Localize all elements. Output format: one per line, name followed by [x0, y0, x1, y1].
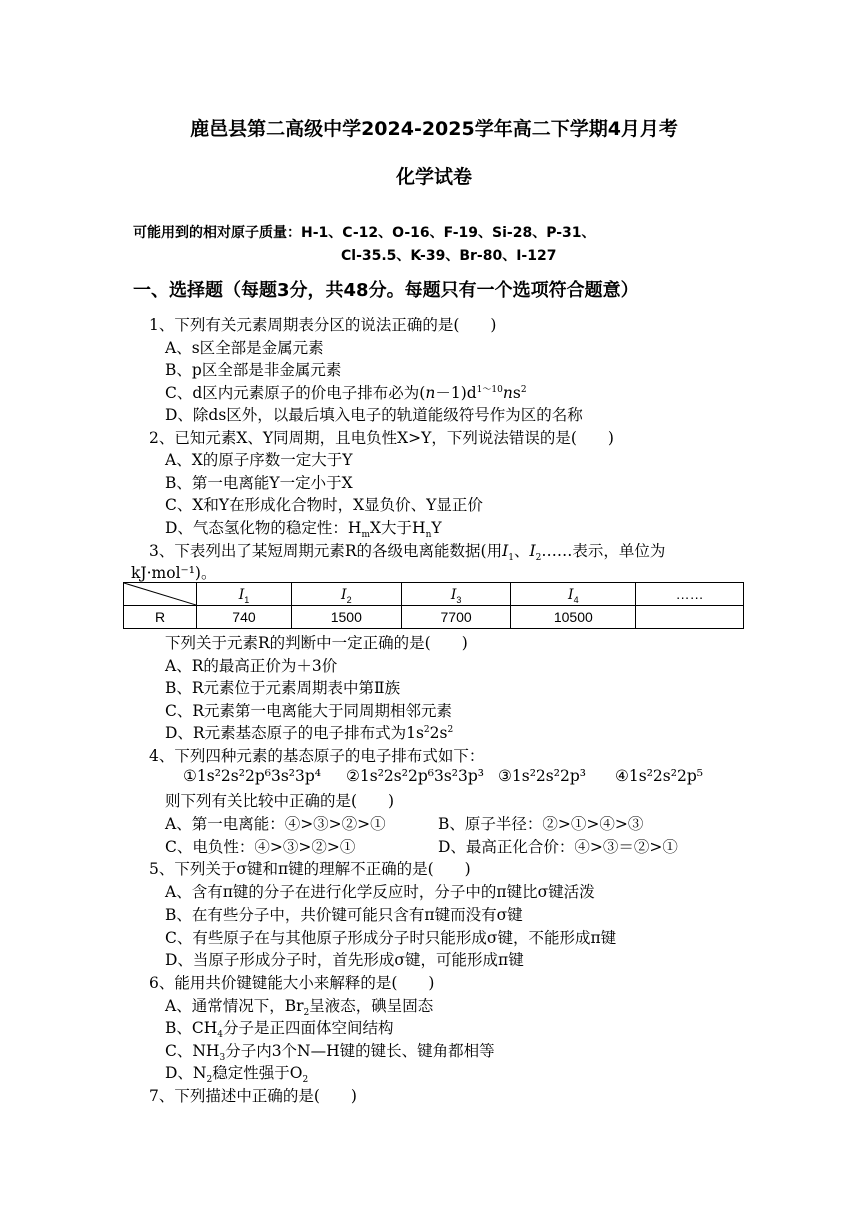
q6-option-d: D、$N_2$稳定性强于$O_2$: [165, 1064, 309, 1086]
q5-stem: 5、下列关于σ键和π键的理解不正确的是( ): [149, 860, 471, 878]
header-ellipsis: ……: [636, 583, 744, 606]
q6-stem: 6、能用共价键键能大小来解释的是( ): [149, 974, 435, 992]
header-i3: $I_3$: [401, 583, 511, 606]
diagonal-header-cell: [124, 583, 197, 606]
q4-option-a: A、第一电离能：④>③>②>①: [165, 815, 386, 833]
q3-unit: kJ·mol⁻¹)。: [131, 564, 217, 582]
q5-option-a: A、含有π键的分子在进行化学反应时，分子中的π键比σ键活泼: [165, 883, 595, 901]
cell-i4: 10500: [511, 606, 636, 629]
exam-subtitle: 化学试卷: [395, 166, 472, 188]
header-i2: $I_2$: [291, 583, 401, 606]
atomic-masses-line1: 可能用到的相对原子质量：H-1、C-12、O-16、F-19、Si-28、P-31、: [133, 225, 596, 241]
config-4: ④1s²2s²2p⁵: [615, 767, 703, 785]
q4-option-d: D、最高正化合价：④>③＝②>①: [438, 838, 678, 856]
q6-option-b: B、$CH_4$分子是正四面体空间结构: [165, 1019, 394, 1041]
diagonal-line: [124, 583, 196, 605]
q2-stem: 2、已知元素X、Y同周期，且电负性X>Y，下列说法错误的是( ): [149, 429, 614, 447]
q6-option-a: A、通常情况下，$Br_2$呈液态，碘呈固态: [165, 997, 434, 1019]
config-2: ②1s²2s²2p⁶3s²3p³: [346, 767, 484, 785]
q1-option-d: D、除ds区外，以最后填入电子的轨道能级符号作为区的名称: [165, 406, 583, 424]
q3-option-d: D、R元素基态原子的电子排布式为$1s^22s^2$: [165, 724, 454, 742]
section-title: 一、选择题（每题3分，共48分。每题只有一个选项符合题意）: [133, 280, 639, 301]
q3-stem: 3、下表列出了某短周期元素R的各级电离能数据(用$I_1$、$I_2\dots\dots$表示，单位为: [149, 542, 666, 564]
header-i1: $I_1$: [197, 583, 292, 606]
config-3: ③1s²2s²2p³: [498, 767, 586, 785]
q4-stem: 4、下列四种元素的基态原子的电子排布式如下：: [149, 747, 485, 765]
row-label: R: [124, 606, 197, 629]
q5-option-b: B、在有些分子中，共价键可能只含有π键而没有σ键: [165, 906, 523, 924]
config-1: ①1s²2s²2p⁶3s²3p⁴: [183, 767, 321, 785]
header-i4: $I_4$: [511, 583, 636, 606]
q1-stem: 1、下列有关元素周期表分区的说法正确的是( ): [149, 316, 497, 334]
q2-option-a: A、X的原子序数一定大于Y: [165, 451, 353, 469]
q2-option-b: B、第一电离能Y一定小于X: [165, 474, 353, 492]
q5-option-c: C、有些原子在与其他原子形成分子时只能形成σ键，不能形成π键: [165, 929, 617, 947]
q3-option-b: B、R元素位于元素周期表中第Ⅱ族: [165, 679, 401, 697]
q3-option-a: A、R的最高正价为＋3价: [165, 657, 338, 675]
q5-option-d: D、当原子形成分子时，首先形成σ键，可能形成π键: [165, 951, 524, 969]
ionization-energy-table: [123, 582, 744, 629]
q3-sub-stem: 下列关于元素R的判断中一定正确的是( ): [165, 634, 468, 652]
cell-i2: 1500: [291, 606, 401, 629]
table-header-row: [124, 583, 744, 606]
q1-option-a: A、s区全部是金属元素: [165, 339, 324, 357]
exam-title: 鹿邑县第二高级中学2024-2025学年高二下学期4月月考: [190, 118, 678, 140]
q2-option-d: D、气态氢化物的稳定性：$H_mX$大于$H_nY$: [165, 519, 442, 541]
q4-option-b: B、原子半径：②>①>④>③: [438, 815, 644, 833]
q2-option-c: C、X和Y在形成化合物时，X显负价、Y显正价: [165, 496, 483, 514]
q4-option-c: C、电负性：④>③>②>①: [165, 838, 356, 856]
cell-empty: [636, 606, 744, 629]
cell-i3: 7700: [401, 606, 511, 629]
q4-configs: [183, 767, 703, 785]
q7-stem: 7、下列描述中正确的是( ): [149, 1087, 357, 1105]
q1-option-b: B、p区全部是非金属元素: [165, 361, 342, 379]
atomic-masses-line2: Cl-35.5、K-39、Br-80、I-127: [341, 248, 557, 264]
q6-option-c: C、$NH_3$分子内3个N—H键的键长、键角都相等: [165, 1042, 495, 1064]
table-row: [124, 606, 744, 629]
q4-sub-stem: 则下列有关比较中正确的是( ): [165, 792, 395, 810]
q1-option-c: C、d区内元素原子的价电子排布必为$(n-1)d^{1\sim 10}ns^2$: [165, 384, 527, 402]
q3-option-c: C、R元素第一电离能大于同周期相邻元素: [165, 702, 453, 720]
cell-i1: 740: [197, 606, 292, 629]
